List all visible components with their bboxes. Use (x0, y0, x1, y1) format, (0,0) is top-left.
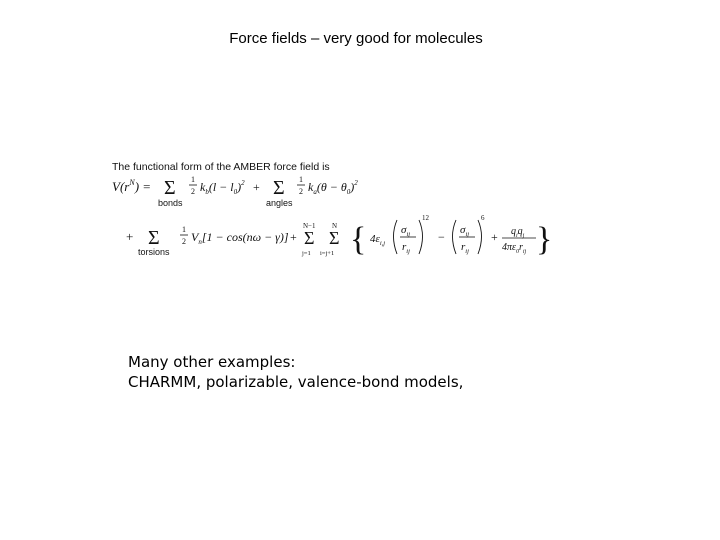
bonds-label: bonds (158, 198, 183, 208)
svg-text:1: 1 (191, 175, 195, 184)
sum-j: Σ (304, 228, 315, 248)
formula-caption: The functional form of the AMBER force field is (112, 161, 330, 173)
epsilon-term: $4\varepsilon_{i,j}$ (370, 233, 386, 247)
sum-angles: Σ (273, 177, 285, 199)
amber-force-field-formula (110, 158, 553, 262)
svg-text:N: N (332, 222, 338, 230)
slide-title: Force fields – very good for molecules (229, 30, 483, 47)
svg-text:V(rN) =: $V(r^N)$ = (112, 178, 152, 194)
svg-text:−: − (438, 230, 445, 244)
svg-text:}: } (536, 221, 553, 258)
svg-text:j=1: j=1 (302, 250, 311, 257)
body-line: Many other examples: (128, 353, 296, 371)
angle-term: $k_a(\theta - \theta_0)^2$ (308, 179, 358, 196)
bond-term: $k_b(l - l_0)^2$ (200, 179, 245, 196)
torsion-term: $V_n[1 - \cos(n\omega - \gamma)]$ (191, 230, 289, 246)
body-text (128, 352, 463, 392)
svg-text:+: + (126, 229, 134, 244)
svg-text:2: 2 (182, 237, 186, 246)
angles-label: angles (266, 198, 293, 208)
sum-torsions: Σ (148, 227, 160, 249)
torsions-label: torsions (138, 247, 170, 257)
svg-text:1: 1 (182, 225, 186, 234)
r-12-den: $r_{ij}$ (402, 241, 410, 255)
coulomb-den: $4\pi\varepsilon_0r_{ij}$ (502, 242, 527, 255)
svg-text:6: 6 (481, 214, 485, 222)
formula-lhs: V(r (112, 179, 130, 194)
svg-text:12: 12 (422, 214, 429, 222)
svg-text:{: { (350, 221, 367, 258)
svg-text:N−1: N−1 (303, 222, 316, 230)
sigma-6-num: $\sigma_{ij}$ (460, 224, 470, 238)
svg-text:2: 2 (191, 187, 195, 196)
coulomb-num: $q_iq_j$ (511, 226, 525, 239)
svg-text:+: + (491, 230, 498, 244)
sum-i: Σ (329, 228, 340, 248)
body-line: CHARMM, polarizable, valence-bond models, (128, 373, 464, 391)
r-6-den: $r_{ij}$ (461, 241, 469, 255)
svg-text:+: + (253, 180, 260, 194)
svg-text:i=j+1: i=j+1 (320, 250, 335, 257)
svg-text:1: 1 (299, 175, 303, 184)
sigma-12-num: $\sigma_{ij}$ (401, 224, 411, 238)
sum-bonds: Σ (164, 177, 176, 199)
svg-text:+: + (290, 230, 297, 244)
svg-text:2: 2 (299, 187, 303, 196)
